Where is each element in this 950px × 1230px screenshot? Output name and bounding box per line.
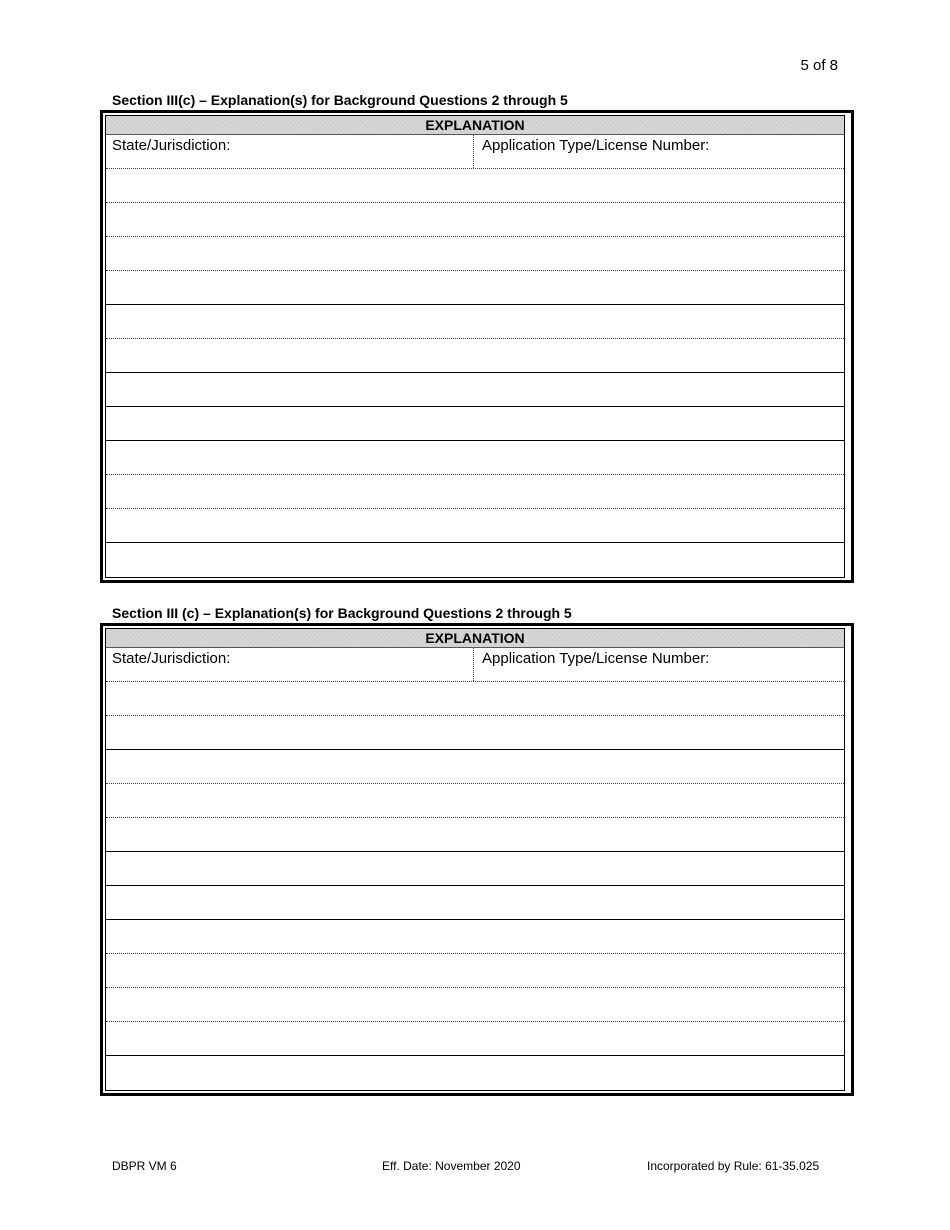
footer-form-id: DBPR VM 6: [112, 1159, 177, 1173]
page-number: 5 of 8: [800, 57, 838, 74]
explanation-line[interactable]: [106, 852, 844, 886]
explanation-header: EXPLANATION: [106, 629, 844, 648]
explanation-form-box: [100, 623, 854, 1096]
explanation-line[interactable]: [106, 237, 844, 271]
explanation-line[interactable]: [106, 169, 844, 203]
explanation-line[interactable]: [106, 271, 844, 305]
explanation-line[interactable]: [106, 988, 844, 1022]
explanation-line[interactable]: [106, 920, 844, 954]
license-number-field[interactable]: Application Type/License Number:: [482, 650, 710, 667]
explanation-line[interactable]: [106, 818, 844, 852]
explanation-line[interactable]: [106, 954, 844, 988]
explanation-line[interactable]: [106, 203, 844, 237]
explanation-line[interactable]: [106, 305, 844, 339]
explanation-line[interactable]: [106, 1056, 844, 1090]
explanation-line[interactable]: [106, 750, 844, 784]
license-number-field[interactable]: Application Type/License Number:: [482, 137, 710, 154]
explanation-line[interactable]: [106, 441, 844, 475]
explanation-line[interactable]: [106, 509, 844, 543]
state-jurisdiction-field[interactable]: State/Jurisdiction:: [106, 648, 474, 681]
explanation-header: EXPLANATION: [106, 116, 844, 135]
explanation-line[interactable]: [106, 475, 844, 509]
explanation-table: [105, 115, 845, 578]
section-title: Section III(c) – Explanation(s) for Background Questions 2 through 5: [112, 92, 568, 108]
explanation-lines: [106, 169, 844, 577]
label-row: [106, 135, 844, 169]
explanation-line[interactable]: [106, 543, 844, 577]
footer-rule: Incorporated by Rule: 61-35.025: [647, 1159, 820, 1173]
explanation-line[interactable]: [106, 716, 844, 750]
explanation-line[interactable]: [106, 682, 844, 716]
state-jurisdiction-field[interactable]: State/Jurisdiction:: [106, 135, 474, 168]
explanation-form-box: [100, 110, 854, 583]
explanation-line[interactable]: [106, 1022, 844, 1056]
explanation-line[interactable]: [106, 784, 844, 818]
explanation-lines: [106, 682, 844, 1090]
explanation-line[interactable]: [106, 373, 844, 407]
explanation-line[interactable]: [106, 886, 844, 920]
explanation-table: [105, 628, 845, 1091]
section-title: Section III (c) – Explanation(s) for Background Questions 2 through 5: [112, 605, 572, 621]
footer-eff-date: Eff. Date: November 2020: [382, 1159, 521, 1173]
explanation-line[interactable]: [106, 339, 844, 373]
explanation-line[interactable]: [106, 407, 844, 441]
label-row: [106, 648, 844, 682]
